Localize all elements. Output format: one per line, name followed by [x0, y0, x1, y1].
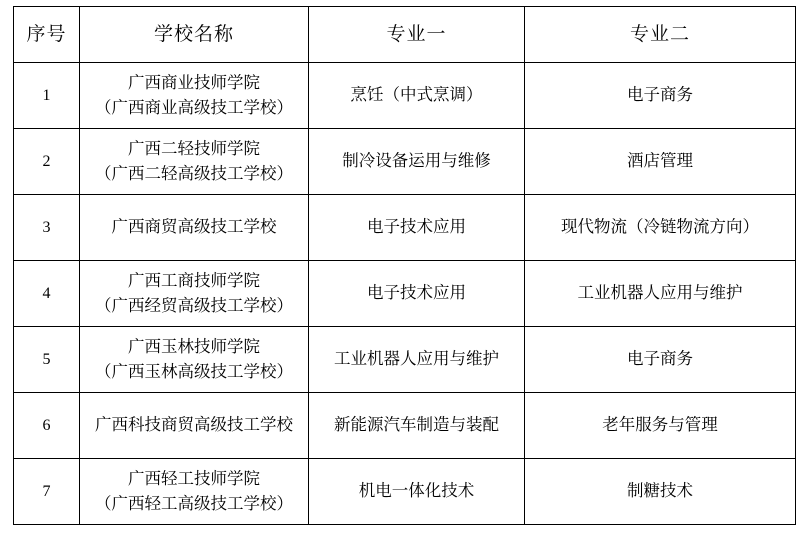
table-header-row — [14, 7, 796, 63]
major-line: 电子商务 — [627, 85, 693, 105]
table-row — [14, 261, 796, 327]
row-major-two — [525, 261, 796, 327]
school-name-line: （广西商业高级技工学校） — [95, 98, 293, 117]
row-major-two — [525, 63, 796, 129]
row-major-two — [525, 393, 796, 459]
row-major-two — [525, 129, 796, 195]
table-row — [14, 393, 796, 459]
row-index: 5 — [14, 327, 80, 393]
row-school — [80, 327, 309, 393]
major-line: 电子技术应用 — [367, 283, 466, 303]
major-line: 工业机器人应用与维护 — [577, 283, 743, 303]
row-major-one — [309, 63, 525, 129]
column-header-index: 序号 — [14, 7, 80, 63]
row-major-one — [309, 459, 525, 525]
table-row — [14, 129, 796, 195]
row-major-two — [525, 195, 796, 261]
row-school — [80, 393, 309, 459]
row-index: 6 — [14, 393, 80, 459]
column-header-major-one: 专业一 — [309, 7, 525, 63]
row-major-one — [309, 327, 525, 393]
major-line: 工业机器人应用与维护 — [334, 349, 499, 369]
row-index: 2 — [14, 129, 80, 195]
table-row — [14, 327, 796, 393]
school-name-line: 广西二轻技师学院 — [128, 138, 260, 158]
school-name-line: （广西轻工高级技工学校） — [95, 494, 293, 513]
table-header — [14, 7, 796, 63]
row-index: 3 — [14, 195, 80, 261]
row-major-one — [309, 261, 525, 327]
row-school — [80, 63, 309, 129]
row-index: 4 — [14, 261, 80, 327]
major-line: 电子技术应用 — [367, 217, 466, 237]
school-name-line: 广西科技商贸高级技工学校 — [95, 415, 293, 435]
major-line: 机电一体化技术 — [358, 481, 475, 501]
school-name-line: 广西玉林技师学院 — [128, 336, 260, 356]
school-name-line: 广西商业技师学院 — [128, 72, 260, 92]
table-row — [14, 63, 796, 129]
major-line: 酒店管理 — [627, 151, 693, 171]
table-row — [14, 195, 796, 261]
row-major-two — [525, 327, 796, 393]
row-school — [80, 261, 309, 327]
row-major-one — [309, 393, 525, 459]
row-school — [80, 195, 309, 261]
row-major-one — [309, 129, 525, 195]
column-header-major-two: 专业二 — [525, 7, 796, 63]
major-line: 烹饪（中式烹调） — [350, 85, 483, 105]
major-line: 老年服务与管理 — [602, 415, 718, 435]
row-index: 7 — [14, 459, 80, 525]
major-line: 制冷设备运用与维修 — [342, 151, 491, 171]
row-school — [80, 459, 309, 525]
row-school — [80, 129, 309, 195]
school-name-line: 广西工商技师学院 — [128, 270, 260, 290]
school-name-line: 广西轻工技师学院 — [128, 468, 260, 488]
school-name-line: 广西商贸高级技工学校 — [111, 217, 277, 237]
school-name-line: （广西经贸高级技工学校） — [95, 296, 293, 315]
school-name-line: （广西二轻高级技工学校） — [95, 164, 293, 183]
row-major-two — [525, 459, 796, 525]
school-major-table — [13, 6, 796, 525]
column-header-school: 学校名称 — [80, 7, 309, 63]
major-line: 制糖技术 — [627, 481, 693, 501]
row-major-one — [309, 195, 525, 261]
major-line: 现代物流（冷链物流方向） — [561, 217, 759, 237]
table-body — [14, 63, 796, 525]
school-name-line: （广西玉林高级技工学校） — [95, 362, 293, 381]
table-row — [14, 459, 796, 525]
major-line: 电子商务 — [627, 349, 693, 369]
row-index: 1 — [14, 63, 80, 129]
major-line: 新能源汽车制造与装配 — [334, 415, 499, 435]
